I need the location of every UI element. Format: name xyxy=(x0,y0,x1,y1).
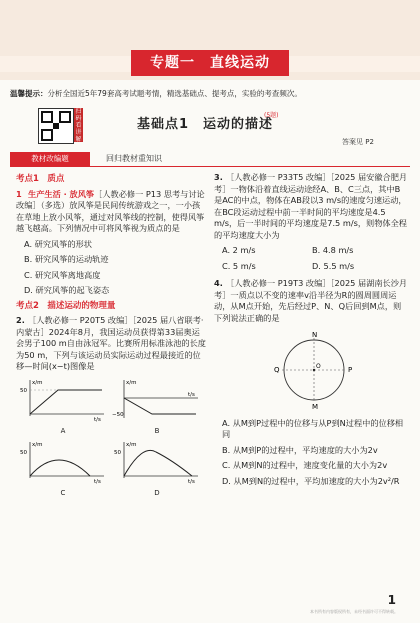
q4-opt-b: B. 从M到P的过程中，平均速度的大小为2v xyxy=(222,444,378,455)
label-n: N xyxy=(312,331,318,339)
q3-opt-a: A. 2 m/s xyxy=(222,245,256,255)
q2-num: 2. xyxy=(16,315,25,325)
qr-label: 扫码看讲解 xyxy=(75,108,82,143)
kp-1: 考点1 质点 xyxy=(16,174,65,184)
q1-opt-b: B. 研究风筝的运动轨迹 xyxy=(24,254,109,264)
q1-body: ［人教必修一 P13 思考与讨论改编］（多选）放风筝是民间传统游戏之一，一小孩在草地上放小风筝，通过对风筝线的控制，使得风筝越飞越高。下列情况中可将风筝视为质点的是 xyxy=(16,188,205,233)
graph-a-label: A xyxy=(60,427,66,435)
q3-opt-d: D. 5.5 m/s xyxy=(312,260,355,271)
q4-circle-diagram xyxy=(274,330,408,414)
q3-options-row2 xyxy=(222,261,408,273)
q1-prefix: 生产生活 · 放风筝 xyxy=(28,188,95,199)
question-3 xyxy=(214,172,408,272)
q4-body: ［人教必修一 P19T3 改编］［2025 届湖南长沙月考］一质点以不变的速率v沿半径为R的圆周圆周运动，从M点开始，先后经过P、N、Q后回到M点，则下列说法正确的是 xyxy=(214,278,408,323)
graph-d-tick: 50 xyxy=(114,449,121,456)
graph-c-label: C xyxy=(60,489,66,497)
q3-body: ［人教必修一 P33T5 改编］［2025 届安徽合肥月考］一物体沿着直线运动途经A、B、C三点，其中B是AC的中点，物体在AB段以3 m/s的速度匀速运动，在BC段运动过程中前一半时间的平均速度是4.5 m/s，后一半时间的平均速度是7.5 m/s，则物体全程的平均速度大小为 xyxy=(214,172,408,240)
graph-a-ylab: x/m xyxy=(32,379,43,386)
graph-d-xlab: t/s xyxy=(188,478,195,484)
graph-b-xlab: t/s xyxy=(188,391,195,398)
graph-c-xlab: t/s xyxy=(94,478,101,484)
q3-opt-c: C. 5 m/s xyxy=(222,260,256,271)
section-tag: 教材改编题 xyxy=(10,152,90,166)
q4-opt-a: A. 从M到P过程中的位移与从P到N过程中的位移相同 xyxy=(222,417,404,439)
qr-code[interactable] xyxy=(38,108,74,144)
question-4 xyxy=(214,278,408,487)
q3-options-row1 xyxy=(222,245,408,257)
graph-b-tick: −50 xyxy=(112,411,124,418)
graph-b xyxy=(110,376,204,438)
q4-opt-c: C. 从M到N的过程中，速度变化量的大小为2v xyxy=(222,460,388,470)
graph-b-ylab: x/m xyxy=(126,379,137,386)
q1-opt-c: C. 研究风筝离地高度 xyxy=(24,269,101,280)
label-p: P xyxy=(348,366,353,374)
point-sup: (5题) xyxy=(264,112,279,119)
graph-b-label: B xyxy=(154,427,160,435)
q1-opt-d: D. 研究风筝的起飞姿态 xyxy=(24,285,110,295)
q3-opt-b: B. 4.8 m/s xyxy=(312,245,354,255)
section-bar xyxy=(10,152,410,167)
graph-d xyxy=(110,438,204,500)
point-title: 基础点1 运动的描述 xyxy=(137,117,274,132)
section-subtitle: 回归教材重知识 xyxy=(106,154,162,163)
graph-a-tick: 50 xyxy=(20,387,27,394)
topic-title: 专题一 直线运动 xyxy=(131,50,289,76)
graph-c xyxy=(16,438,110,500)
graph-a-xlab: t/s xyxy=(94,416,101,422)
graph-d-ylab: x/m xyxy=(126,441,137,448)
question-1 xyxy=(16,189,206,297)
answer-ref: 答案见 P2 xyxy=(342,138,374,146)
right-column xyxy=(214,172,408,487)
q2-graphs xyxy=(16,376,206,500)
q1-opt-a: A. 研究风筝的形状 xyxy=(24,238,92,249)
left-column xyxy=(16,172,206,500)
kp-2: 考点2 描述运动的物理量 xyxy=(16,300,116,311)
graph-d-label: D xyxy=(154,489,160,497)
reading-tip xyxy=(10,89,410,99)
question-2 xyxy=(16,315,206,500)
q3-num: 3. xyxy=(214,172,223,182)
graph-a xyxy=(16,376,110,438)
q4-opt-d: D. 从M到N的过程中，平均加速度的大小为2v²/R xyxy=(222,475,400,486)
label-o: O xyxy=(316,363,321,370)
label-m: M xyxy=(312,403,319,410)
tip-label: 温馨提示： xyxy=(10,89,48,98)
tip-text: 分析全国近5年79套高考试题考情，精选基础点、提考点，实验的考查频次。 xyxy=(47,89,302,98)
q2-body: ［人教必修一 P20T5 改编］［2025 届八省联考·内蒙古］2024年8月，我国运动员获得第33届奥运会男子100 m自由泳冠军。比赛所用标准泳池的长度为50 m，下列与该运动员实际运动过程最接近的位移—时间(x−t)图像是 xyxy=(16,315,206,371)
graph-c-tick: 50 xyxy=(20,449,27,456)
graph-c-ylab: x/m xyxy=(32,441,43,448)
q4-num: 4. xyxy=(214,278,223,288)
footer-note: 本书所有内容版权所有，未经书面许可不得转载。 xyxy=(310,609,398,614)
q1-num: 1 xyxy=(16,188,22,199)
label-q: Q xyxy=(274,366,280,374)
page-number: 1 xyxy=(387,593,396,607)
